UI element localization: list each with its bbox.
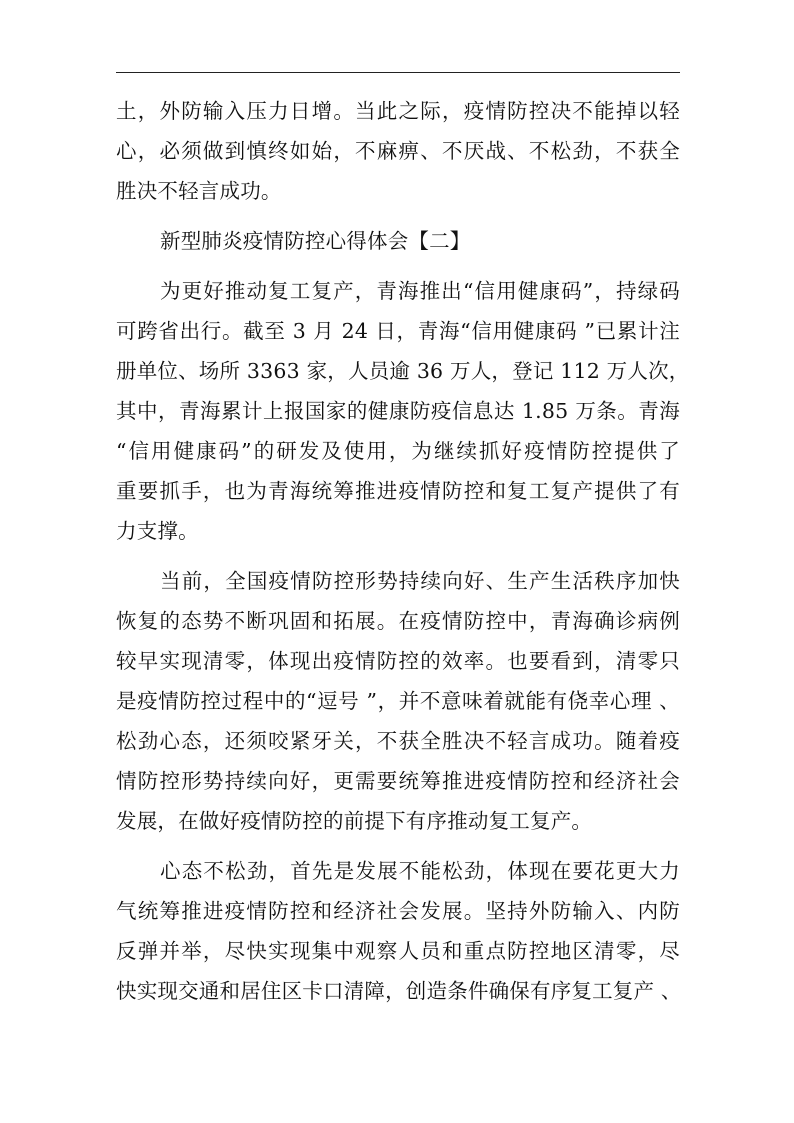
text-line: 重要抓手，也为青海统筹推进疫情防控和复工复产提供了有	[116, 479, 680, 503]
text-line: 心，必须做到慎终如始，不麻痹、不厌战、不松劲，不获全	[116, 139, 680, 163]
document-body	[116, 91, 690, 1011]
text-line: 气统筹推进疫情防控和经济社会发展。坚持外防输入、内防	[116, 899, 680, 923]
text-line: 发展，在做好疫情防控的前提下有序推动复工复产。	[116, 809, 593, 833]
text-line: 反弹并举，尽快实现集中观察人员和重点防控地区清零，尽	[116, 939, 680, 963]
text-line: 力支撑。	[116, 519, 199, 543]
text-line: 恢复的态势不断巩固和拓展。在疫情防控中，青海确诊病例	[116, 609, 680, 633]
section-heading: 新型肺炎疫情防控心得体会【二】	[160, 229, 471, 253]
text-line: 可跨省出行。截至 3 月 24 日，青海“信用健康码 ”已累计注	[116, 319, 680, 343]
header-rule	[116, 72, 680, 73]
paragraph-gap	[116, 261, 680, 271]
text-line: 快实现交通和居住区卡口清障，创造条件确保有序复工复产 、	[116, 979, 682, 1003]
text-line: 松劲心态，还须咬紧牙关，不获全胜决不轻言成功。随着疫	[116, 729, 680, 753]
paragraph-gap	[116, 841, 680, 851]
text-line: 情防控形势持续向好，更需要统筹推进疫情防控和经济社会	[116, 769, 680, 793]
text-line: 心态不松劲，首先是发展不能松劲，体现在要花更大力	[160, 859, 680, 883]
text-line: 较早实现清零，体现出疫情防控的效率。也要看到，清零只	[116, 649, 680, 673]
text-line: 册单位、场所 3363 家，人员逾 36 万人，登记 112 万人次，	[116, 359, 690, 383]
text-line: 土，外防输入压力日增。当此之际，疫情防控决不能掉以轻	[116, 99, 680, 123]
text-line: “信用健康码”的研发及使用，为继续抓好疫情防控提供了	[116, 439, 680, 463]
text-line: 其中，青海累计上报国家的健康防疫信息达 1.85 万条。青海	[116, 399, 680, 423]
text-line: 是疫情防控过程中的“逗号 ”，并不意味着就能有侥幸心理 、	[116, 689, 680, 713]
paragraph-gap	[116, 211, 680, 221]
paragraph-gap	[116, 551, 680, 561]
text-line: 胜决不轻言成功。	[116, 179, 282, 203]
text-line: 当前，全国疫情防控形势持续向好、生产生活秩序加快	[160, 569, 680, 593]
text-line: 为更好推动复工复产，青海推出“信用健康码”，持绿码	[160, 279, 680, 303]
